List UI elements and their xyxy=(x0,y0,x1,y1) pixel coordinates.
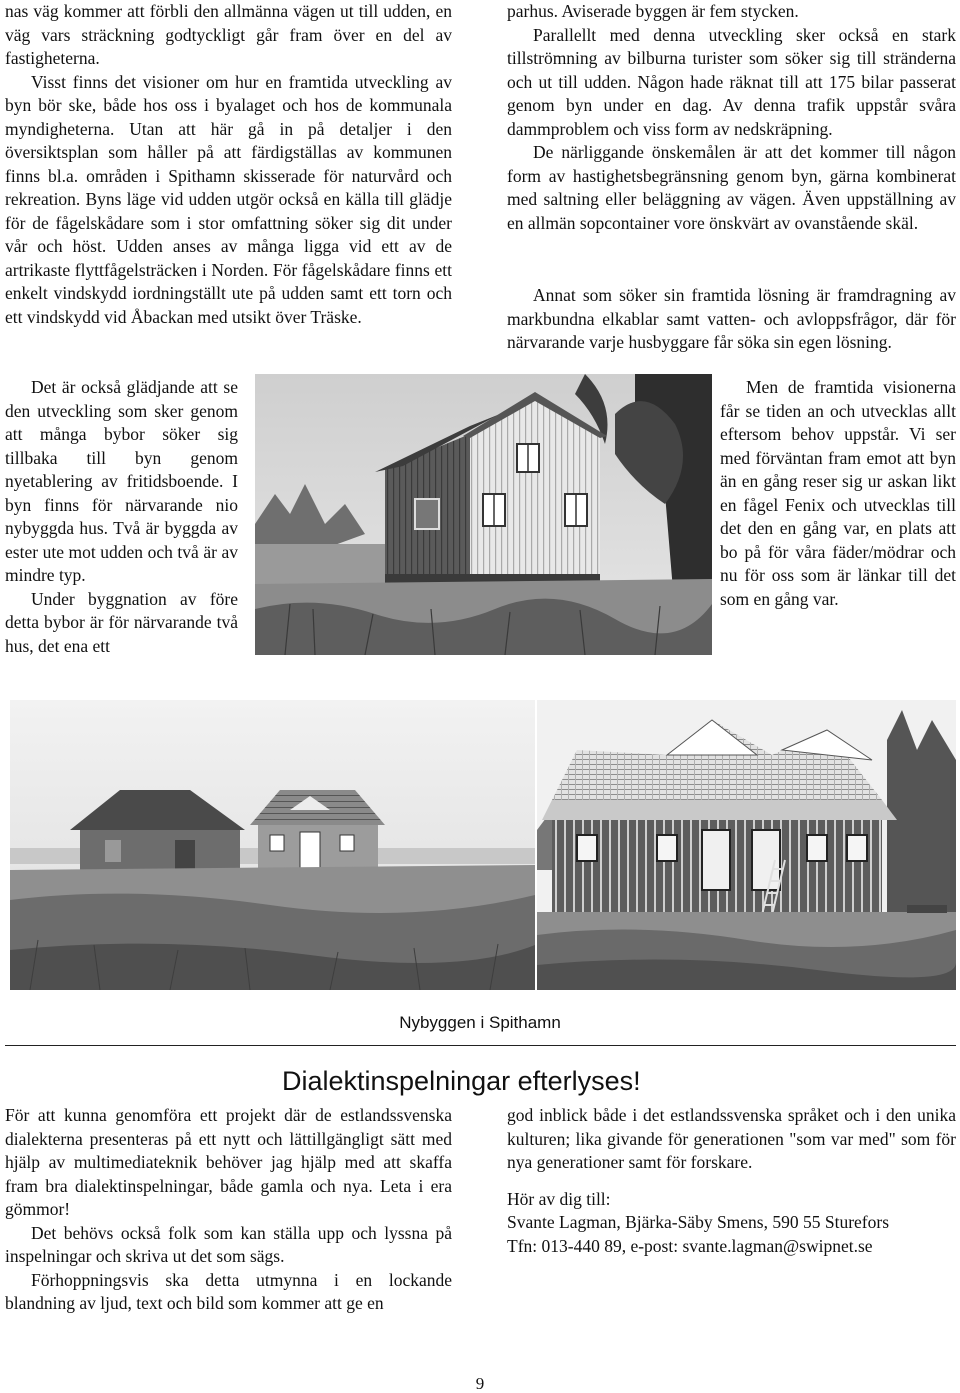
contact-address: Svante Lagman, Bjärka-Säby Smens, 590 55 Sturefors xyxy=(507,1212,890,1232)
paragraph: Men de framtida visionerna får se tiden an och utvecklas allt eftersom behov uppstår. Vi ser med förväntan fram emot att byn än en gång reser sig ur askan likt en fågel Fenix och utvecklas till det den en gång var, en plats att bo på för våra fäder/mödrar och nu för oss som är länkar till det som en gång var. xyxy=(720,377,956,609)
paragraph: För att kunna genomföra ett projekt där de estlandssvenska dialekterna presenteras på ett nytt och lättillgängligt sätt med hjälp av multimediateknik behöver jag hjälp med att skaffa fram bra dialektinspelningar, både gamla och nya. Leta i era gömmor! xyxy=(5,1105,452,1219)
paragraph: De närliggande önskemålen är att det kommer till någon form av hastighetsbegränsning genom byn, gärna kombinerat med saltning eller beläggning av vägen. Även uppställning av en allmän sopcontainer vore önskvärt av ovanstående skäl. xyxy=(507,142,956,233)
photo-houses-left xyxy=(10,700,535,990)
right-column-narrow xyxy=(720,376,956,611)
page-number: 9 xyxy=(475,1374,485,1393)
article-title: Dialektinspelningar efterlyses! xyxy=(282,1066,641,1096)
photo-house-top xyxy=(255,374,712,655)
paragraph: Annat som söker sin framtida lösning är framdragning av markbundna elkablar samt vatten- och avloppsfrågor, där för närvarande varje husbyggare får söka sin egen lösning. xyxy=(507,285,956,352)
left-column-top xyxy=(5,0,452,329)
paragraph: Under byggnation av före detta bybor är för närvarande två hus, det ena ett xyxy=(5,588,238,656)
paragraph: nas väg kommer att förbli den allmänna vägen ut till udden, en väg vars sträckning godtyckligt går fram över en del av fastigheterna. xyxy=(5,1,452,68)
contact-phone-email: Tfn: 013-440 89, e-post: svante.lagman@swipnet.se xyxy=(507,1235,873,1256)
construction-photo-drawing xyxy=(537,700,956,990)
left-column-narrow xyxy=(5,376,238,658)
right-column-wrap xyxy=(507,284,956,355)
article2-right-column xyxy=(507,1104,956,1258)
houses-photo-drawing xyxy=(10,700,535,990)
photo-caption: Nybyggen i Spithamn xyxy=(399,1013,561,1032)
paragraph: god inblick både i det estlandssvenska språket och i den unika kulturen; lika givande för generationen "som var med" som för nya generationer samt för forskare. xyxy=(507,1105,956,1172)
right-column-top xyxy=(507,0,956,235)
paragraph: parhus. Aviserade byggen är fem stycken. xyxy=(507,1,799,21)
house-photo-drawing xyxy=(255,374,712,655)
paragraph: Visst finns det visioner om hur en framtida utveckling av byn bör ske, både hos oss i byalaget och hos de kommunala myndigheterna. Utan att här gå in på detaljer i den översiktsplan som håller på att färdigställas av kommunen finns bl.a. områden i Spithamn skisserade för naturvård och rekreation. Byns läge vid udden utgör också en källa till glädje för de fågelskådare som i stor omfattning söker sig dit under vår och höst. Udden anses av många ligga vid ett av de artrikaste flyttfågelsträcken i Norden. För fågelskådare finns ett enkelt vindskydd iordningställt ute på udden samt ett torn och ett vindskydd vid Åbackan med utsikt över Träske. xyxy=(5,71,452,327)
paragraph: Parallellt med denna utveckling sker också en stark tillströmning av bilburna turister som söker sig till stränderna och ut till udden. Någon hade räknat till att 175 bilar passerat genom byn under en dag. Av denna trafik uppstår svåra dammproblem och viss form av nedskräpning. xyxy=(507,24,956,139)
contact-heading: Hör av dig till: xyxy=(507,1188,611,1209)
paragraph: Det behövs också folk som kan ställa upp och lyssna på inspelningar och skriva ut det som sägs. xyxy=(5,1222,452,1266)
photo-construction-right xyxy=(537,700,956,990)
article2-left-column xyxy=(5,1104,452,1316)
section-divider xyxy=(5,1045,956,1046)
paragraph: Förhoppningsvis ska detta utmynna i en lockande blandning av ljud, text och bild som kommer att ge en xyxy=(5,1269,452,1313)
paragraph: Det är också glädjande att se den utveckling som sker genom att många bybor söker sig tillbaka till byn genom nyetablering av fritidsboende. I byn finns för närvarande nio nybyggda hus. Två är byggda av ester ute mot udden och två är av mindre typ. xyxy=(5,377,238,585)
